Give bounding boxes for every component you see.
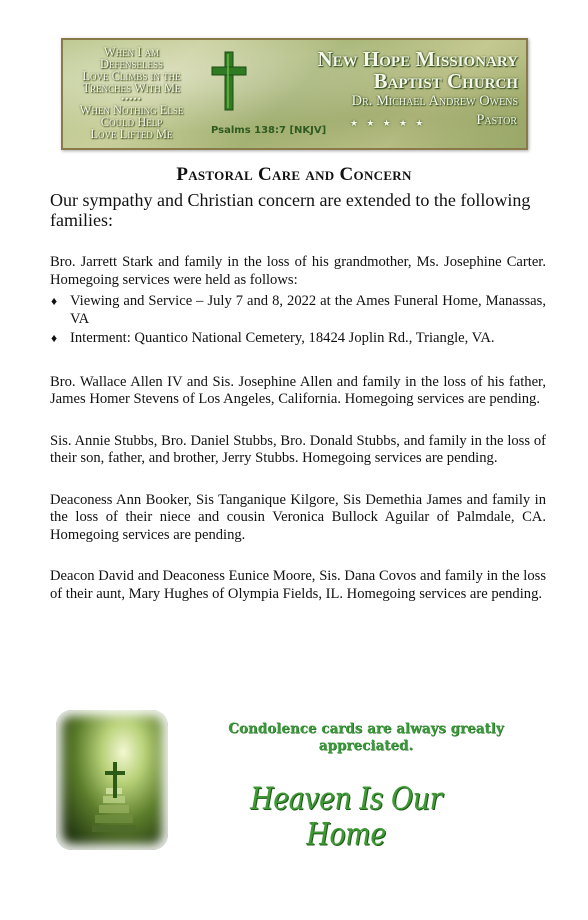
- header-banner: [61, 38, 528, 150]
- service-interment: Interment: Quantico National Cemetery, 18424 Joplin Rd., Triangle, VA.: [70, 330, 495, 346]
- quote-line: Love Climbs in the: [82, 69, 181, 83]
- scripture-reference: Psalms 138:7 [NKJV]: [211, 125, 327, 136]
- entry-stubbs: Sis. Annie Stubbs, Bro. Daniel Stubbs, Bro. Donald Stubbs, and family in the loss of their son, father, and brother, Jerry Stubbs. Homegoing services are pending.: [50, 432, 546, 466]
- list-item: [50, 330, 546, 348]
- entry-booker: Deaconess Ann Booker, Sis Tanganique Kilgore, Sis Demethia James and family in the loss of their niece and cousin Veronica Bullock Aguilar of Palmdale, CA. Homegoing services are pending.: [50, 491, 546, 543]
- pastor-title: Pastor: [476, 112, 517, 128]
- bullet-diamond-icon: ♦: [51, 331, 58, 345]
- banner-stars: ★ ★ ★ ★ ★: [350, 118, 427, 128]
- quote-line: Love Lifted Me: [90, 127, 173, 141]
- list-item: [50, 293, 546, 328]
- service-details: [50, 293, 546, 348]
- quote-line: When I am: [103, 45, 160, 59]
- bullet-diamond-icon: ♦: [51, 294, 58, 308]
- cross-icon: [209, 50, 249, 112]
- pastor-name: Dr. Michael Andrew Owens: [351, 93, 518, 109]
- entry-allen: Bro. Wallace Allen IV and Sis. Josephine Allen and family in the loss of his father, James Homer Stevens of Los Angeles, California. Homegoing services are pending.: [50, 373, 546, 407]
- service-viewing: Viewing and Service – July 7 and 8, 2022 at the Ames Funeral Home, Manassas, VA: [70, 293, 546, 327]
- church-name: [256, 48, 518, 110]
- condolence-list: [50, 254, 546, 627]
- quote-line: Could Help: [100, 115, 163, 129]
- entry-stark: Bro. Jarrett Stark and family in the loss of his grandmother, Ms. Josephine Carter. Homegoing services were held as follows:: [50, 254, 546, 288]
- heaven-stairs-image: [56, 710, 168, 850]
- church-name-line2: Baptist Church: [373, 69, 518, 93]
- motto-text: Heaven Is Our Home: [250, 781, 442, 853]
- intro-text: Our sympathy and Christian concern are extended to the following families:: [50, 190, 531, 230]
- quote-line: Trenches With Me: [82, 81, 181, 95]
- quote-line: Defenseless: [99, 57, 164, 71]
- church-name-line1: New Hope Missionary: [317, 47, 518, 71]
- banner-quote: [69, 46, 194, 140]
- quote-line: When Nothing Else: [79, 103, 184, 117]
- entry-moore: Deacon David and Deaconess Eunice Moore, Sis. Dana Covos and family in the loss of their aunt, Mary Hughes of Olympia Fields, IL. Homegoing services are pending.: [50, 568, 546, 602]
- condolence-note: Condolence cards are always greatly appreciated.: [228, 721, 504, 754]
- page-title: Pastoral Care and Concern: [176, 164, 412, 185]
- cross-icon: [104, 762, 126, 798]
- quote-separator: •••••: [121, 94, 142, 104]
